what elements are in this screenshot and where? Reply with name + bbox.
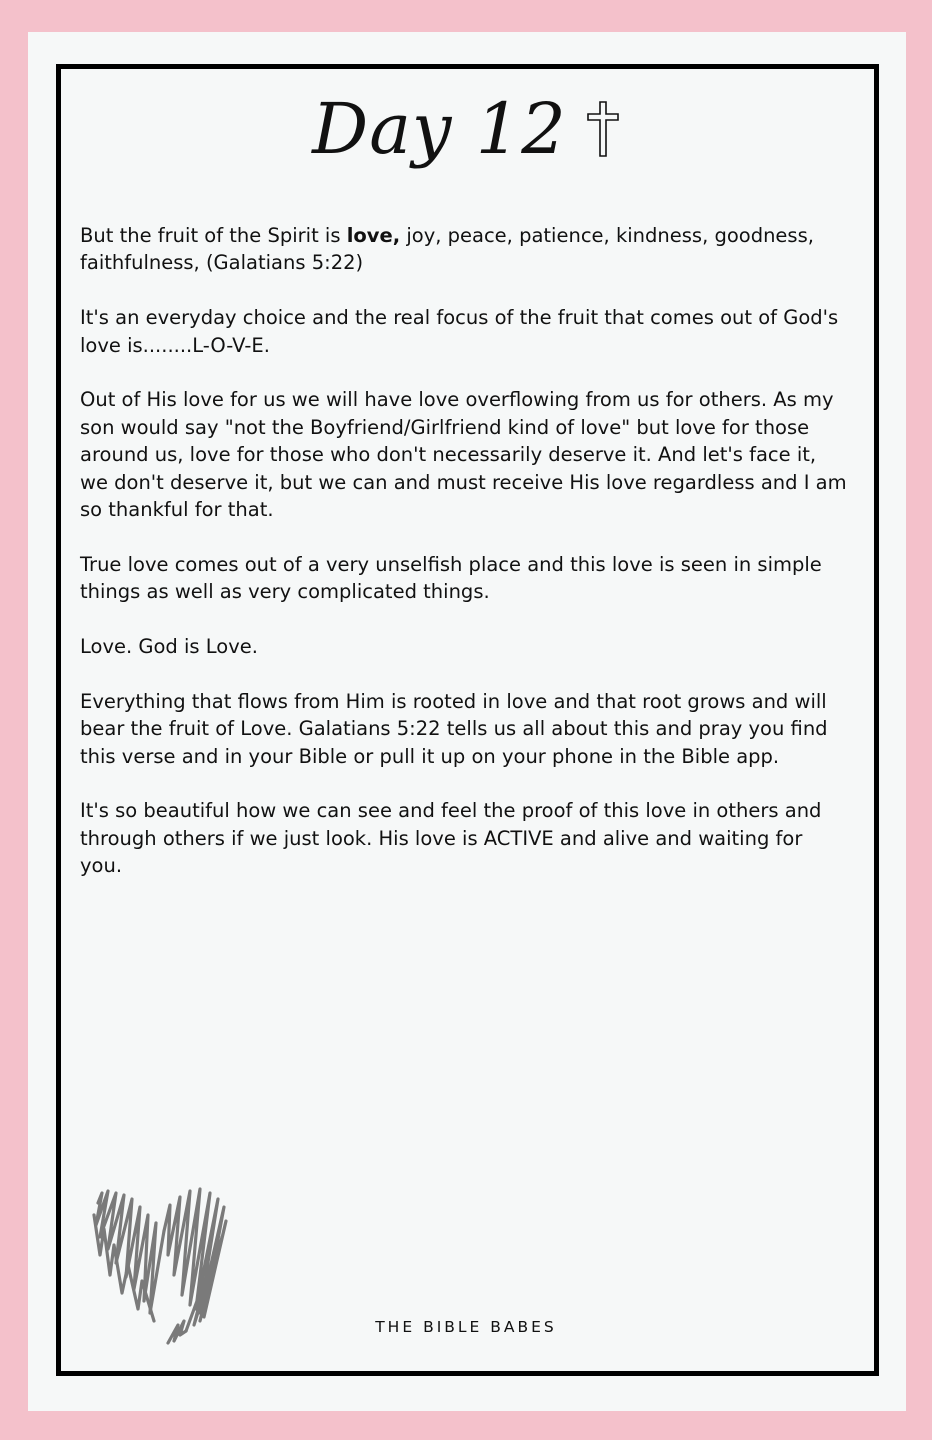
title-area [0,88,932,198]
page-title: Day 12 [312,88,567,170]
cross-icon [586,100,620,158]
paragraph: Out of His love for us we will have love overflowing from us for others. As my son would say "not the Boyfriend/Girlfriend kind of love" but love for those around us, love for those who don't necessarily deserve it. And let's face it, we don't deserve it, but we can and must receive His love regardless and I am so thankful for that. [80,388,847,522]
verse-text-after: joy, peace, patience, kindness, goodness, faithfulness, (Galatians 5:22) [80,224,814,275]
paragraph: It's so beautiful how we can see and feel the proof of this love in others and through others if we just look. His love is ACTIVE and alive and waiting for you. [80,799,822,878]
devotional-text [80,222,850,907]
footer-brand: THE BIBLE BABES [375,1318,557,1336]
paragraph: It's an everyday choice and the real focus of the fruit that comes out of God's love is........L-O-V-E. [80,306,839,357]
verse-paragraph [80,222,850,277]
paragraph: Everything that flows from Him is rooted in love and that root grows and will bear the fruit of Love. Galatians 5:22 tells us all about this and pray you find this verse and in your Bible or pull it up on your phone in the Bible app. [80,689,828,768]
paragraph: Love. God is Love. [80,635,258,659]
paragraph: True love comes out of a very unselfish place and this love is seen in simple things as well as very complicated things. [80,552,822,604]
verse-text-before: But the fruit of the Spirit is [80,224,347,247]
verse-emphasis: love, [346,224,401,247]
